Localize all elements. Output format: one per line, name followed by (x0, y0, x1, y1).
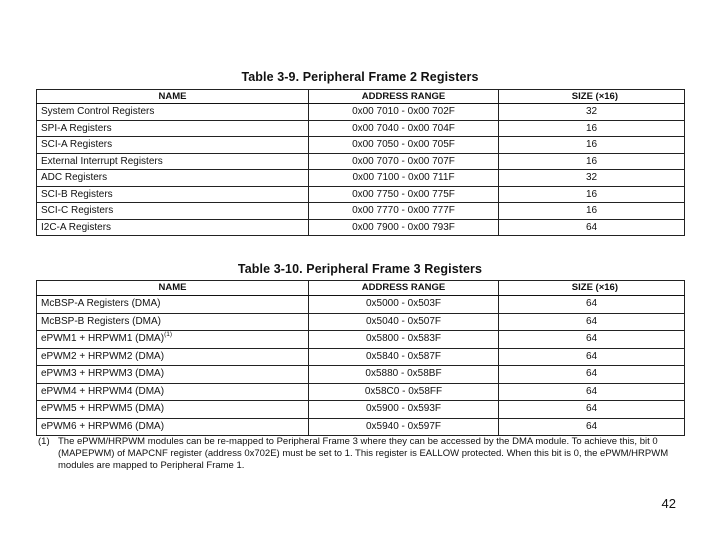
register-size: 16 (499, 137, 685, 154)
table-row (37, 383, 685, 401)
table-row (37, 153, 685, 170)
address-range: 0x00 7010 - 0x00 702F (309, 104, 499, 121)
register-name: SCI-B Registers (37, 186, 309, 203)
address-range-column-header: ADDRESS RANGE (309, 90, 499, 104)
table-3-9-title: Table 3-9. Peripheral Frame 2 Registers (241, 70, 479, 84)
address-range: 0x00 7040 - 0x00 704F (309, 120, 499, 137)
name-column-header: NAME (37, 90, 309, 104)
register-size: 16 (499, 203, 685, 220)
register-name: ePWM1 + HRPWM1 (DMA) (41, 333, 165, 345)
table-row (37, 366, 685, 384)
register-name: I2C-A Registers (37, 219, 309, 236)
register-size: 32 (499, 170, 685, 187)
address-range: 0x00 7100 - 0x00 711F (309, 170, 499, 187)
table-row (37, 313, 685, 331)
register-name: ePWM6 + HRPWM6 (DMA) (37, 418, 309, 436)
table-row (37, 401, 685, 419)
address-range: 0x00 7770 - 0x00 777F (309, 203, 499, 220)
register-name: ePWM5 + HRPWM5 (DMA) (37, 401, 309, 419)
address-range: 0x5880 - 0x58BF (309, 366, 499, 384)
table-row (37, 137, 685, 154)
address-range: 0x5800 - 0x583F (309, 331, 499, 349)
register-name: McBSP-B Registers (DMA) (37, 313, 309, 331)
table-row (37, 418, 685, 436)
address-range: 0x00 7050 - 0x00 705F (309, 137, 499, 154)
address-range: 0x5040 - 0x507F (309, 313, 499, 331)
footnote-marker: (1) (38, 436, 50, 447)
size-column-header: SIZE (×16) (499, 90, 685, 104)
address-range: 0x5940 - 0x597F (309, 418, 499, 436)
table-header-row (37, 90, 685, 104)
register-name: SCI-C Registers (37, 203, 309, 220)
table-row (37, 331, 685, 349)
register-size: 16 (499, 120, 685, 137)
register-size: 64 (499, 366, 685, 384)
register-size: 64 (499, 313, 685, 331)
address-range: 0x00 7750 - 0x00 775F (309, 186, 499, 203)
address-range-column-header: ADDRESS RANGE (309, 281, 499, 296)
footnote-reference: (1) (164, 331, 173, 339)
register-name: External Interrupt Registers (37, 153, 309, 170)
table-row (37, 296, 685, 314)
register-size: 16 (499, 186, 685, 203)
table-row (37, 170, 685, 187)
register-size: 64 (499, 383, 685, 401)
register-size: 64 (499, 219, 685, 236)
table-footnote (38, 436, 684, 472)
table-3-10-title: Table 3-10. Peripheral Frame 3 Registers (237, 262, 483, 276)
register-size: 32 (499, 104, 685, 121)
register-size: 16 (499, 153, 685, 170)
table-row (37, 104, 685, 121)
register-name-with-footnote (37, 331, 309, 349)
table-row (37, 348, 685, 366)
register-name: System Control Registers (37, 104, 309, 121)
footnote-text: The ePWM/HRPWM modules can be re-mapped to Peripheral Frame 3 where they can be accessed by the DMA module. To achieve this, bit 0 (MAPEPWM) of MAPCNF register (address 0x702E) must be set to 1. This register is EALLOW protected. When this bit is 0, the ePWM/HRPWM modules are mapped to Peripheral Frame 1. (58, 436, 669, 471)
register-name: McBSP-A Registers (DMA) (37, 296, 309, 314)
register-size: 64 (499, 418, 685, 436)
size-column-header: SIZE (×16) (499, 281, 685, 296)
table-header-row (37, 281, 685, 296)
address-range: 0x58C0 - 0x58FF (309, 383, 499, 401)
table-row (37, 203, 685, 220)
address-range: 0x5000 - 0x503F (309, 296, 499, 314)
register-name: ePWM3 + HRPWM3 (DMA) (37, 366, 309, 384)
register-size: 64 (499, 348, 685, 366)
register-name: SPI-A Registers (37, 120, 309, 137)
register-size: 64 (499, 296, 685, 314)
register-size: 64 (499, 401, 685, 419)
register-name: ADC Registers (37, 170, 309, 187)
register-size: 64 (499, 331, 685, 349)
address-range: 0x5840 - 0x587F (309, 348, 499, 366)
peripheral-frame-3-table (36, 280, 685, 436)
table-row (37, 186, 685, 203)
address-range: 0x00 7070 - 0x00 707F (309, 153, 499, 170)
register-name: SCI-A Registers (37, 137, 309, 154)
address-range: 0x00 7900 - 0x00 793F (309, 219, 499, 236)
peripheral-frame-2-table (36, 89, 685, 236)
table-row (37, 219, 685, 236)
page-number: 42 (661, 496, 676, 511)
register-name: ePWM4 + HRPWM4 (DMA) (37, 383, 309, 401)
name-column-header: NAME (37, 281, 309, 296)
register-name: ePWM2 + HRPWM2 (DMA) (37, 348, 309, 366)
address-range: 0x5900 - 0x593F (309, 401, 499, 419)
table-row (37, 120, 685, 137)
